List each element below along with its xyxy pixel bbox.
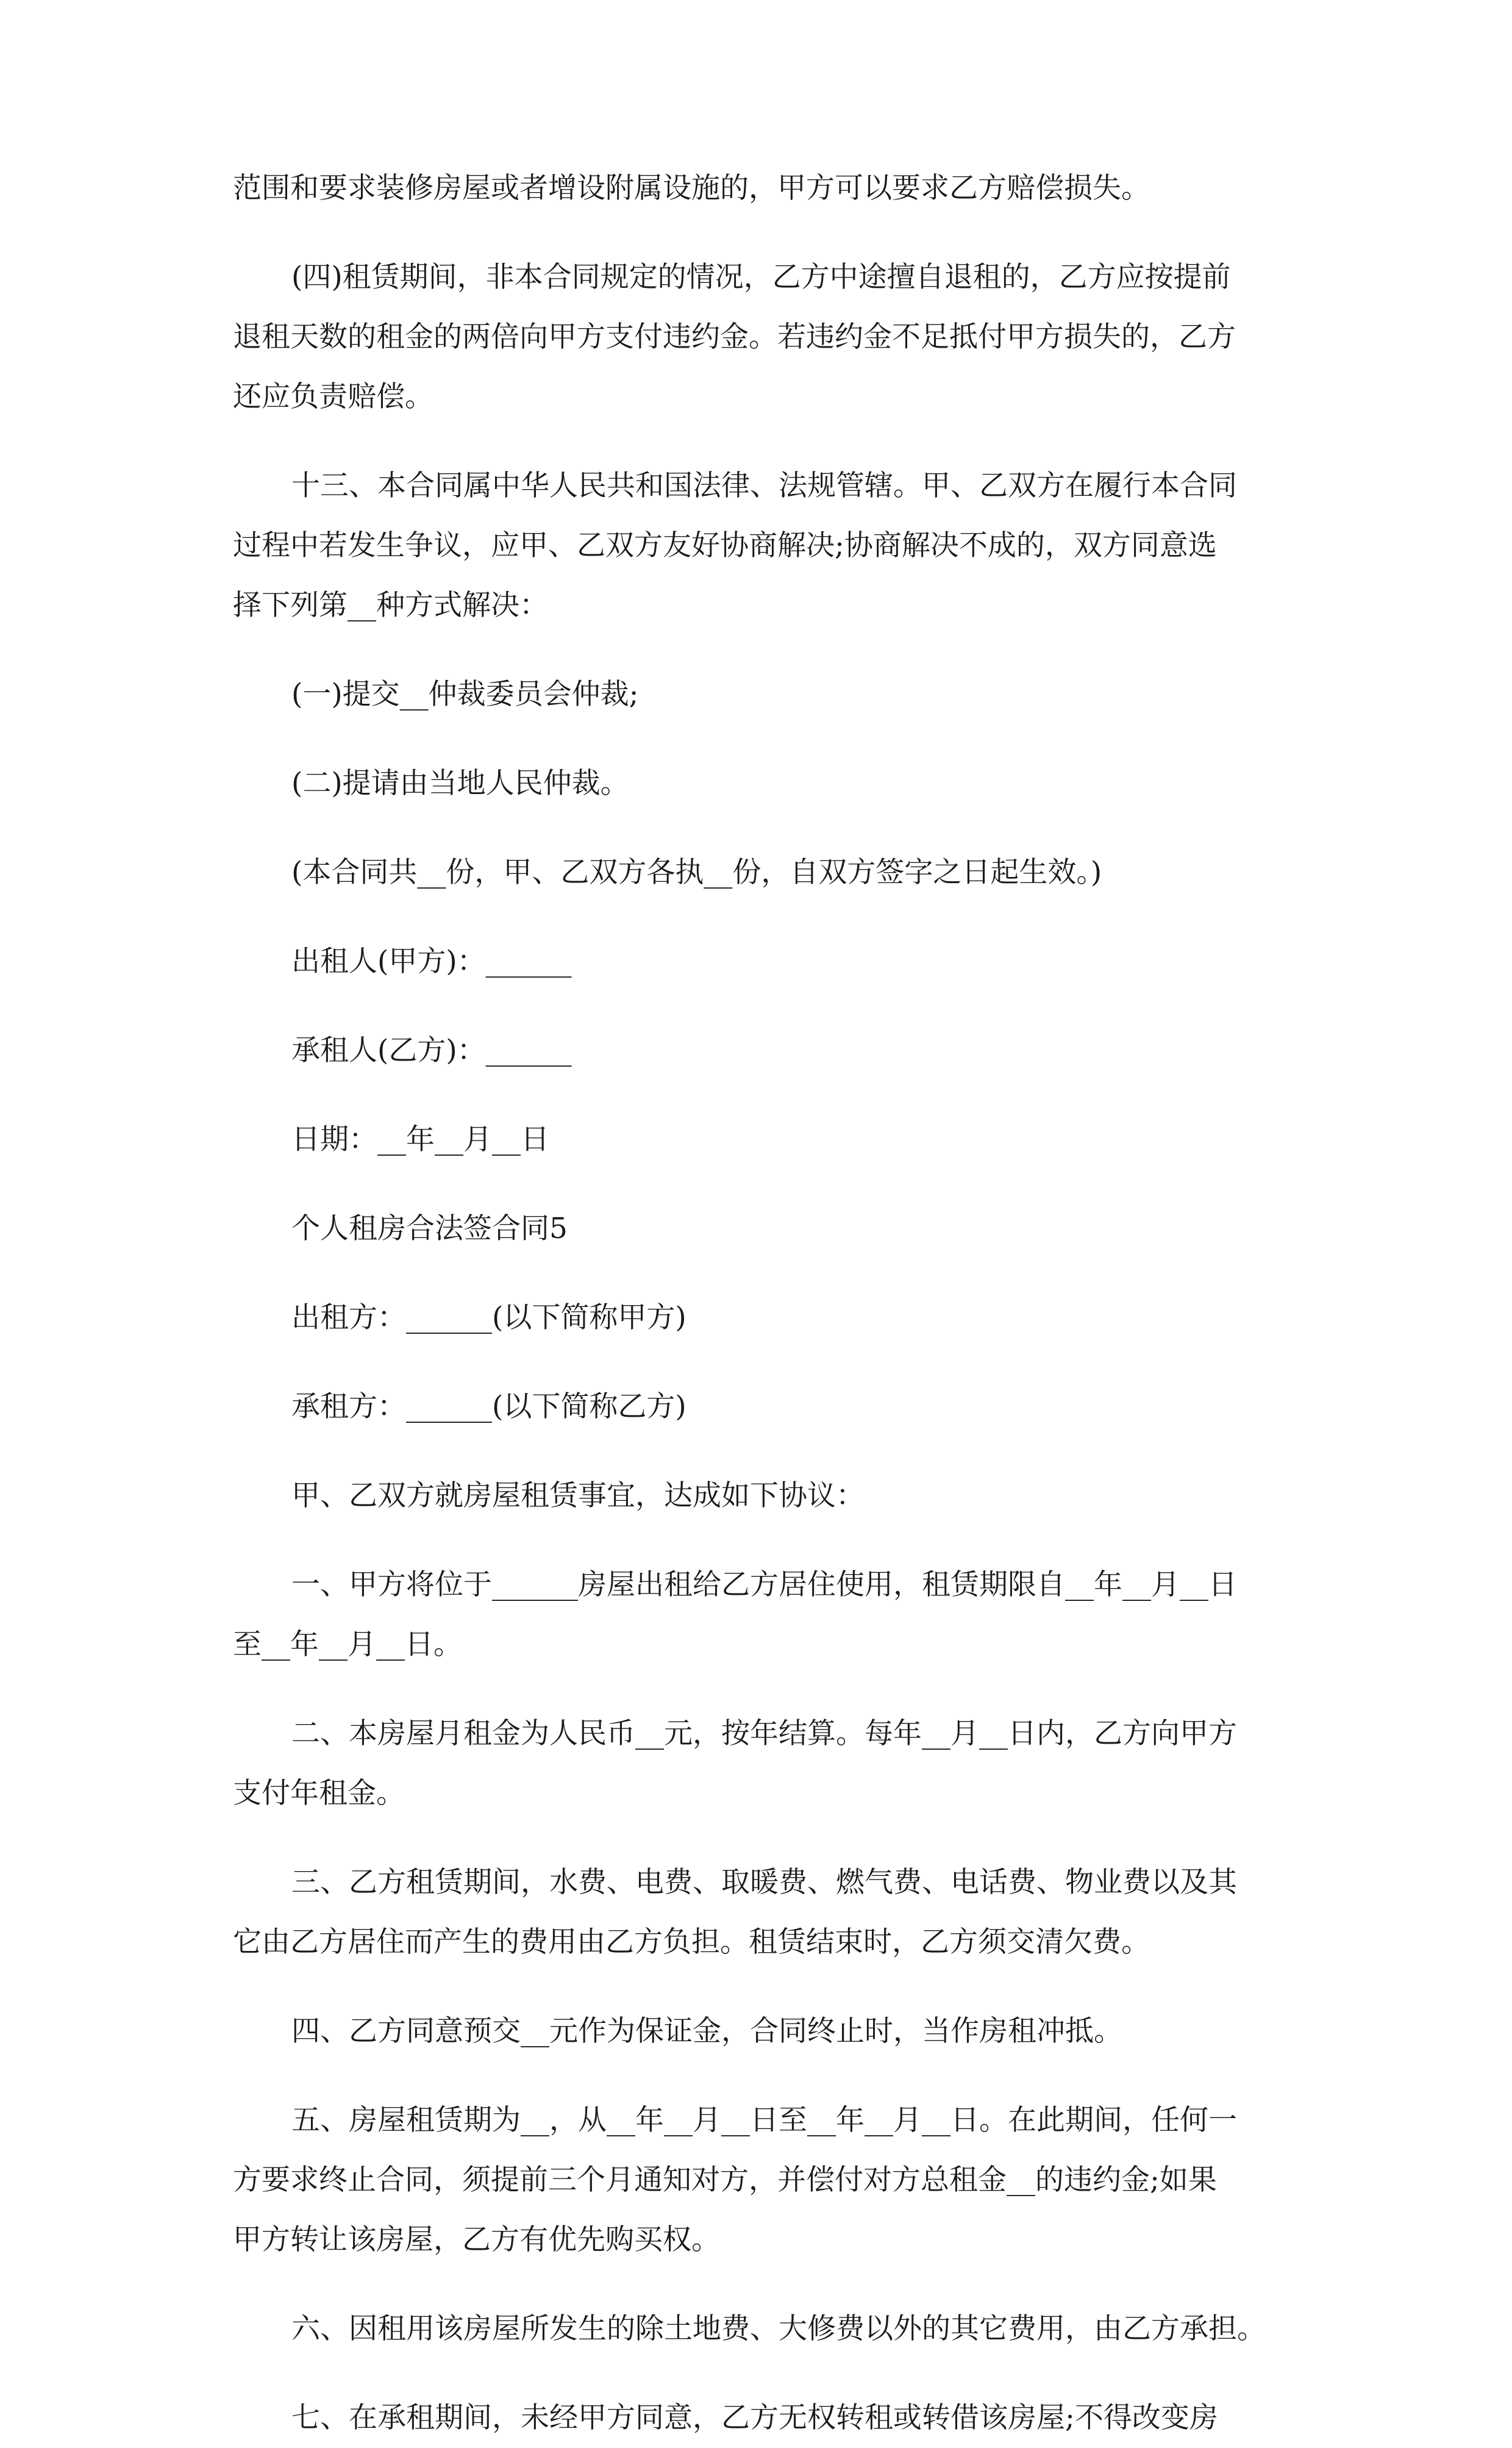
- paragraph-line: 方要求终止合同，须提前三个月通知对方，并偿付对方总租金__的违约金;如果: [233, 2163, 1217, 2197]
- paragraph-line: 三、乙方租赁期间，水费、电费、取暖费、燃气费、电话费、物业费以及其: [291, 1866, 1237, 1899]
- paragraph-line: 支付年租金。: [233, 1777, 405, 1810]
- signature-line-lessee: 承租人(乙方)：______: [291, 1034, 572, 1067]
- paragraph-line: 退租天数的租金的两倍向甲方支付违约金。若违约金不足抵付甲方损失的，乙方: [233, 320, 1236, 354]
- paragraph-line: 择下列第__种方式解决：: [233, 589, 548, 622]
- paragraph-line: (四)租赁期间，非本合同规定的情况，乙方中途擅自退租的，乙方应按提前: [291, 260, 1231, 294]
- paragraph-line: 至__年__月__日。: [233, 1628, 462, 1661]
- paragraph-line: 六、因租用该房屋所发生的除土地费、大修费以外的其它费用，由乙方承担。: [291, 2312, 1266, 2346]
- paragraph-line: (本合同共__份，甲、乙双方各执__份，自双方签字之日起生效。): [291, 856, 1102, 889]
- paragraph-line: 十三、本合同属中华人民共和国法律、法规管辖。甲、乙双方在履行本合同: [291, 469, 1237, 503]
- paragraph-line: (二)提请由当地人民仲裁。: [291, 767, 629, 800]
- paragraph-line: (一)提交__仲裁委员会仲裁;: [291, 678, 639, 711]
- signature-line-lessor: 出租人(甲方)：______: [291, 945, 572, 978]
- paragraph-line: 四、乙方同意预交__元作为保证金，合同终止时，当作房租冲抵。: [291, 2014, 1122, 2048]
- paragraph-line: 甲方转让该房屋，乙方有优先购买权。: [233, 2223, 720, 2257]
- paragraph-line: 范围和要求装修房屋或者增设附属设施的，甲方可以要求乙方赔偿损失。: [233, 171, 1150, 205]
- paragraph-line: 过程中若发生争议，应甲、乙双方友好协商解决;协商解决不成的，双方同意选: [233, 529, 1217, 562]
- paragraph-line: 甲、乙双方就房屋租赁事宜，达成如下协议：: [291, 1479, 865, 1512]
- paragraph-line: 二、本房屋月租金为人民币__元，按年结算。每年__月__日内，乙方向甲方: [291, 1717, 1237, 1750]
- date-line: 日期：__年__月__日: [291, 1123, 549, 1156]
- section-title: 个人租房合法签合同5: [291, 1212, 568, 1245]
- document-body: [233, 159, 1288, 2448]
- paragraph-line: 五、房屋租赁期为__，从__年__月__日至__年__月__日。在此期间，任何一: [291, 2103, 1237, 2137]
- paragraph-line: 一、甲方将位于______房屋出租给乙方居住使用，租赁期限自__年__月__日: [291, 1568, 1237, 1602]
- paragraph-line: 还应负责赔偿。: [233, 380, 433, 413]
- paragraph-line: 七、在承租期间，未经甲方同意，乙方无权转租或转借该房屋;不得改变房: [291, 2401, 1218, 2435]
- paragraph-line: 它由乙方居住而产生的费用由乙方负担。租赁结束时，乙方须交清欠费。: [233, 1925, 1150, 1959]
- party-line-lessee: 承租方：______(以下简称乙方): [291, 1390, 686, 1423]
- party-line-lessor: 出租方：______(以下简称甲方): [291, 1301, 686, 1334]
